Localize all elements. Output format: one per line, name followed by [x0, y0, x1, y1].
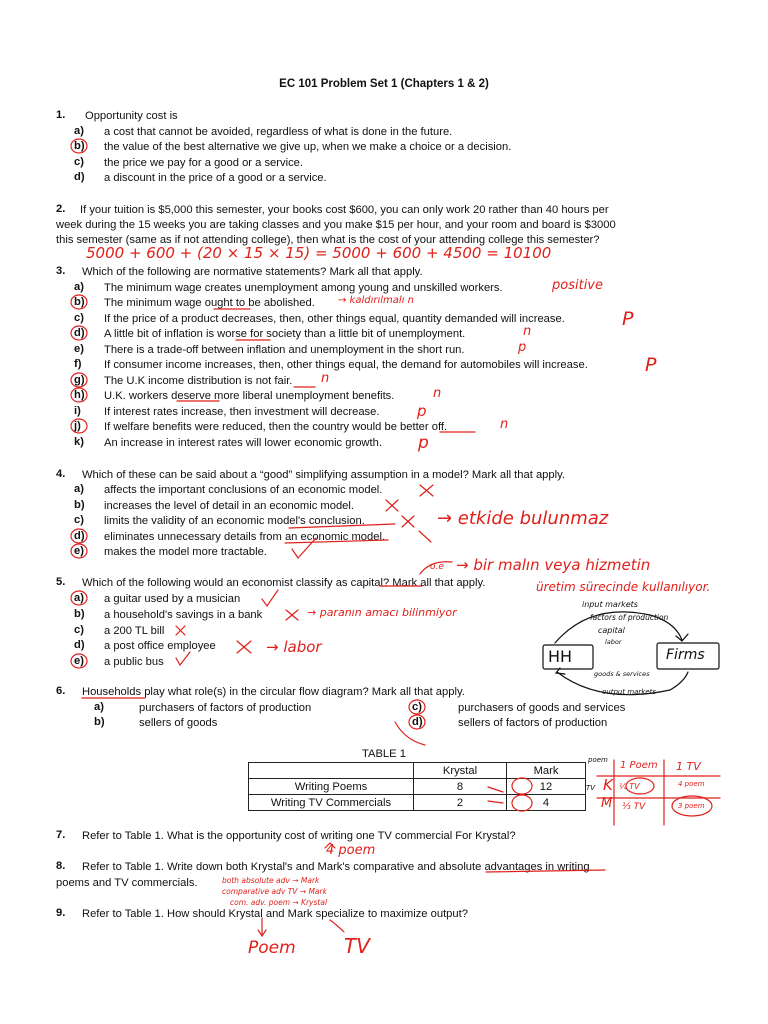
q1-option-c-label: c) — [74, 156, 84, 168]
q3-option-h-label: h) — [74, 389, 85, 401]
q1-number: 1. — [56, 109, 66, 121]
q3-i-note: p — [417, 402, 427, 420]
table-cell: 2 — [414, 795, 507, 811]
q3-option-k-text: An increase in interest rates will lower economic growth. — [104, 437, 382, 449]
q5-option-a-label: a) — [74, 592, 84, 604]
diagram-factors-of-production: factors of production — [590, 613, 669, 622]
q3-number: 3. — [56, 265, 66, 277]
q3-option-i-text: If interest rates increase, then investment will decrease. — [104, 406, 380, 418]
q9-number: 9. — [56, 907, 66, 919]
q5-d-note: → labor — [266, 638, 322, 656]
diagram-capital: capital — [598, 626, 625, 635]
q4-option-d-label: d) — [74, 530, 85, 542]
page-title: EC 101 Problem Set 1 (Chapters 1 & 2) — [279, 78, 489, 90]
q3-option-i-label: i) — [74, 405, 81, 417]
q5-option-b-label: b) — [74, 608, 85, 620]
q3-b-note: → kaldırılmalı n — [338, 295, 414, 306]
diagram-input-markets: input markets — [582, 600, 638, 609]
q3-option-h-text: U.K. workers deserve more liberal unemployment benefits. — [104, 390, 395, 402]
q3-d-note: n — [523, 324, 532, 339]
q6-text — [82, 685, 465, 699]
q6-text-rest: play what role(s) in the circular flow diagram? Mark all that apply. — [141, 686, 465, 698]
q2-line2: week during the 15 weeks you are taking classes and you make $15 per hour, and your room and board is $3000 — [56, 219, 616, 231]
q8-note2: comparative adv TV → Mark — [222, 887, 327, 896]
q5-option-e-text: a public bus — [104, 656, 164, 668]
diagram-labor: labor — [605, 638, 622, 646]
table-cell: 8 — [414, 779, 507, 795]
q3-f-note: P — [645, 354, 657, 376]
q5-option-d-text: a post office employee — [104, 640, 216, 652]
q3-a-note: positive — [552, 278, 603, 293]
q4-option-a-label: a) — [74, 483, 84, 495]
q6-option-c-text: purchasers of goods and services — [458, 702, 626, 714]
q3-option-k-label: k) — [74, 436, 84, 448]
table-header-cell: Mark — [507, 763, 586, 779]
q2-line1: If your tuition is $5,000 this semester, your books cost $600, you can only work 20 rather than 40 hours per — [80, 204, 609, 216]
q3-option-f-text: If consumer income increases, then, other things equal, the demand for automobiles will increase. — [104, 359, 588, 371]
q3-h-note: n — [433, 386, 442, 401]
q6-option-d-text: sellers of factors of production — [458, 717, 608, 729]
q6-option-b-text: sellers of goods — [139, 717, 218, 729]
q1-option-c-text: the price we pay for a good or a service. — [104, 157, 303, 169]
q1-option-d-text: a discount in the price of a good or a service. — [104, 172, 327, 184]
table-header-row — [249, 763, 586, 779]
q6-option-d-label: d) — [412, 716, 423, 728]
q9-answer-poem: Poem — [248, 938, 296, 958]
q7-handwritten-answer: 4 poem — [326, 843, 376, 858]
table-row — [249, 779, 586, 795]
q3-k-note: p — [418, 433, 429, 453]
q6-option-b-label: b) — [94, 716, 105, 728]
q2-number: 2. — [56, 203, 66, 215]
q5-option-d-label: d) — [74, 639, 85, 651]
q5-option-b-text: a household's savings in a bank — [104, 609, 263, 621]
q3-option-a-text: The minimum wage creates unemployment among young and unskilled workers. — [104, 282, 503, 294]
side-table-row-k: K — [603, 776, 613, 794]
q4-text: Which of these can be said about a “good” simplifying assumption in a model? Mark all that apply. — [82, 469, 565, 481]
side-table-poem-label: poem — [588, 756, 608, 764]
q3-option-g-label: g) — [74, 374, 85, 386]
q3-g-note: n — [321, 371, 330, 386]
q3-option-e-label: e) — [74, 343, 84, 355]
table-header-cell: Krystal — [414, 763, 507, 779]
q4-option-e-text: makes the model more tractable. — [104, 546, 267, 558]
q8-line2: poems and TV commercials. — [56, 877, 198, 889]
q6-option-a-label: a) — [94, 701, 104, 713]
q3-c-note: P — [622, 308, 634, 330]
q8-number: 8. — [56, 860, 66, 872]
q5-option-a-text: a guitar used by a musician — [104, 593, 241, 605]
q4-handwritten-note: → etkide bulunmaz — [437, 508, 609, 529]
q5-option-e-label: e) — [74, 655, 84, 667]
q1-option-b-text: the value of the best alternative we give up, when we make a choice or a decision. — [104, 141, 512, 153]
table-cell: 12 — [507, 779, 586, 795]
q3-option-e-text: There is a trade-off between inflation and unemployment in the short run. — [104, 344, 465, 356]
q3-option-c-label: c) — [74, 312, 84, 324]
side-table-m-1poem: ⅓ TV — [622, 802, 646, 812]
q3-option-j-label: j) — [74, 420, 81, 432]
q5-handwritten-note2: üretim sürecinde kullanılıyor. — [536, 580, 711, 594]
table-cell: Writing TV Commercials — [249, 795, 414, 811]
table-1 — [248, 762, 586, 811]
q3-j-note: n — [500, 417, 509, 432]
q1-text: Opportunity cost is — [85, 110, 178, 122]
q2-handwritten-answer: 5000 + 600 + (20 × 15 × 15) = 5000 + 600 + 4500 = 10100 — [86, 244, 552, 262]
q3-option-c-text: If the price of a product decreases, then, other things equal, quantity demanded will increase. — [104, 313, 565, 325]
q4-option-c-label: c) — [74, 514, 84, 526]
q3-option-a-label: a) — [74, 281, 84, 293]
table-row — [249, 795, 586, 811]
side-table-tv-label: TV — [586, 784, 596, 792]
q4-number: 4. — [56, 468, 66, 480]
table-cell: 4 — [507, 795, 586, 811]
diagram-firms-box: Firms — [666, 647, 705, 663]
side-table-row-m: M — [601, 796, 613, 811]
table-caption: TABLE 1 — [362, 748, 406, 760]
table-header-cell — [249, 763, 414, 779]
q5-oe-note: o.e — [430, 562, 444, 572]
q1-option-d-label: d) — [74, 171, 85, 183]
q6-option-a-text: purchasers of factors of production — [139, 702, 312, 714]
q8-note3: com. adv. poem → Krystal — [230, 898, 328, 907]
diagram-hh-box: HH — [548, 647, 573, 666]
q3-option-j-text: If welfare benefits were reduced, then the country would be better off. — [104, 421, 448, 433]
table-cell: Writing Poems — [249, 779, 414, 795]
q9-answer-tv: TV — [344, 934, 370, 958]
q5-option-c-label: c) — [74, 624, 84, 636]
q8-line1: Refer to Table 1. Write down both Krystal's and Mark's comparative and absolute advantages in writing — [82, 861, 590, 873]
q1-option-a-label: a) — [74, 125, 84, 137]
q3-option-b-text: The minimum wage ought to be abolished. — [104, 297, 315, 309]
q5-number: 5. — [56, 576, 66, 588]
side-table-m-1tv: 3 poem — [678, 802, 705, 810]
q3-option-d-label: d) — [74, 327, 85, 339]
q2-line3: this semester (same as if not attending college), then what is the cost of your attending college this semester? — [56, 234, 600, 246]
q3-option-g-text: The U.K income distribution is not fair. — [104, 375, 293, 387]
q5-handwritten-note1: → bir malın veya hizmetin — [456, 556, 651, 574]
q5-option-c-text: a 200 TL bill — [104, 625, 165, 637]
side-table-k-1tv: 4 poem — [678, 780, 705, 788]
side-table-header-1poem: 1 Poem — [620, 760, 658, 771]
side-table-k-1poem: ¼ TV — [619, 782, 640, 791]
q1-option-b-label: b) — [74, 140, 85, 152]
q3-option-f-label: f) — [74, 358, 82, 370]
side-table-header-1tv: 1 TV — [676, 760, 701, 773]
q3-option-b-label: b) — [74, 296, 85, 308]
q4-option-a-text: affects the important conclusions of an economic model. — [104, 484, 383, 496]
q3-text: Which of the following are normative statements? Mark all that apply. — [82, 266, 423, 278]
q3-e-note: p — [518, 340, 527, 355]
q4-option-b-label: b) — [74, 499, 85, 511]
q5-b-note: → paranın amacı bilinmiyor — [307, 606, 457, 619]
q5-text: Which of the following would an economist classify as capital? Mark all that apply. — [82, 577, 486, 589]
q9-text: Refer to Table 1. How should Krystal and Mark specialize to maximize output? — [82, 908, 468, 920]
diagram-output-markets: output markets — [602, 688, 657, 696]
q3-option-d-text: A little bit of inflation is worse for society than a little bit of unemployment. — [104, 328, 466, 340]
q4-option-c-text: limits the validity of an economic model's conclusion. — [104, 515, 365, 527]
q4-option-e-label: e) — [74, 545, 84, 557]
diagram-goods-services: goods & services — [594, 670, 650, 678]
q1-option-a-text: a cost that cannot be avoided, regardless of what is done in the future. — [104, 126, 453, 138]
q4-option-d-text: eliminates unnecessary details from an economic model. — [104, 531, 386, 543]
q4-option-b-text: increases the level of detail in an economic model. — [104, 500, 354, 512]
q6-option-c-label: c) — [412, 701, 422, 713]
q6-number: 6. — [56, 685, 66, 697]
q8-note1: both absolute adv → Mark — [222, 876, 320, 885]
q6-households: Households — [82, 686, 142, 698]
q7-number: 7. — [56, 829, 66, 841]
q7-text: Refer to Table 1. What is the opportunity cost of writing one TV commercial For Krystal? — [82, 830, 516, 842]
